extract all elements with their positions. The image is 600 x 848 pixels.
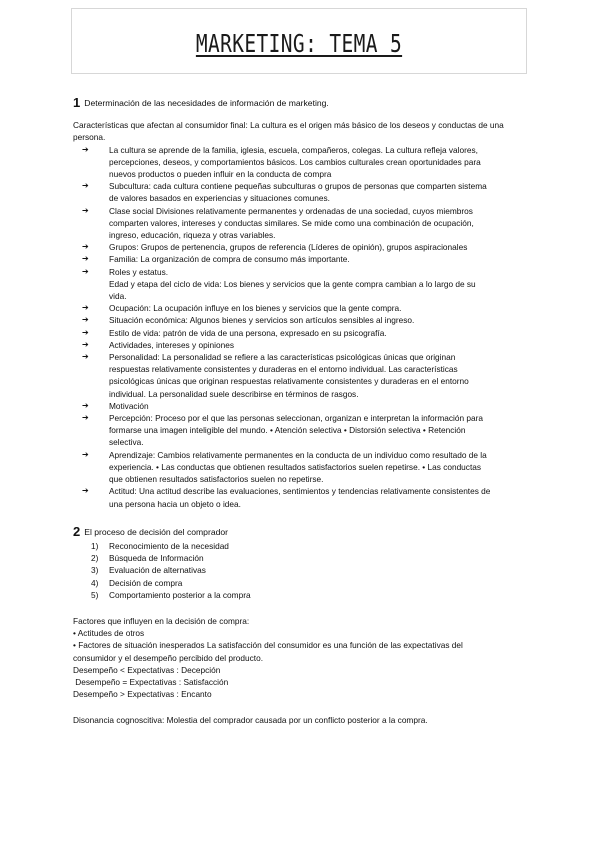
factors-line: Factores que influyen en la decisión de compra:: [73, 615, 250, 626]
section-1-number: 1: [73, 95, 81, 110]
list-item-line: Ocupación: La ocupación influye en los bienes y servicios que la gente compra.: [109, 303, 402, 314]
list-item-line: experiencia. • Las conductas que obtienen resultados satisfactorios suelen repetirse. • Las conductas: [109, 461, 482, 472]
list-item: [82, 412, 533, 449]
arrow-right-icon: ➔: [82, 181, 89, 191]
list-item: [82, 302, 533, 314]
list-item: [82, 144, 533, 181]
arrow-right-icon: ➔: [82, 400, 89, 410]
arrow-right-icon: ➔: [82, 413, 89, 423]
arrow-right-icon: ➔: [82, 327, 89, 337]
arrow-right-icon: ➔: [82, 352, 89, 362]
list-item-line: Actitud: Una actitud describe las evaluaciones, sentimientos y tendencias relativamente consistentes de: [109, 486, 491, 497]
section-2-title: El proceso de decisión del comprador: [84, 526, 229, 537]
factors-line: • Actitudes de otros: [73, 628, 145, 639]
step-text: Evaluación de alternativas: [109, 565, 206, 576]
list-item: [82, 205, 533, 242]
list-item: [82, 449, 533, 486]
list-item-line: Aprendizaje: Cambios relativamente permanentes en la conducta de un individuo como resultado de la: [109, 449, 487, 460]
list-item: [82, 241, 533, 253]
document-body: [73, 97, 533, 727]
list-item-line: Subcultura: cada cultura contiene pequeñas subculturas o grupos de personas que comparten sistema: [109, 181, 487, 192]
step-text: Reconocimiento de la necesidad: [109, 540, 229, 551]
list-item-line: Roles y estatus.: [109, 266, 169, 277]
section-1-intro: Características que afectan al consumidor final: La cultura es el origen más básico de los deseos y conductas de una persona.: [73, 120, 504, 143]
list-item-line: respuestas relativamente consistentes y duraderas en el entorno individual. Las características: [109, 364, 458, 375]
section-1-heading: [73, 97, 533, 109]
list-item-line: una persona hacia un objeto o idea.: [109, 498, 241, 509]
factors-block: [73, 615, 533, 700]
section-1-title: Determinación de las necesidades de información de marketing.: [84, 98, 329, 108]
list-item-line: Percepción: Proceso por el que las personas seleccionan, organizan e interpretan la información para: [109, 413, 484, 424]
arrow-right-icon: ➔: [82, 254, 89, 264]
step-number: 1): [91, 540, 99, 551]
arrow-right-icon: ➔: [82, 303, 89, 313]
list-item-line: Estilo de vida: patrón de vida de una persona, expresado en su psicografía.: [109, 327, 387, 338]
list-item-line: Grupos: Grupos de pertenencia, grupos de referencia (Líderes de opinión), grupos aspiracionales: [109, 242, 468, 253]
arrow-right-icon: ➔: [82, 266, 89, 276]
list-item-line: La cultura se aprende de la familia, iglesia, escuela, compañeros, colegas. La cultura refleja valores,: [109, 144, 478, 155]
list-item-line: selectiva.: [109, 437, 144, 448]
list-item: [82, 180, 533, 204]
list-item: [82, 339, 533, 351]
section-2-number: 2: [73, 523, 81, 539]
decision-steps-list: [73, 540, 533, 601]
list-item-line: Actividades, intereses y opiniones: [109, 339, 234, 350]
list-item-line: Clase social Divisiones relativamente permanentes y ordenadas de una sociedad, cuyos miembros: [109, 205, 473, 216]
step-item: [91, 589, 533, 601]
list-item-line: Personalidad: La personalidad se refiere a las características psicológicas únicas que originan: [109, 352, 456, 363]
arrow-right-icon: ➔: [82, 315, 89, 325]
arrow-right-icon: ➔: [82, 242, 89, 252]
list-item-line: que obtienen resultados satisfactorios suelen no repetirse.: [109, 474, 324, 485]
list-item-line: Edad y etapa del ciclo de vida: Los bienes y servicios que la gente compra cambian a lo largo de su: [109, 278, 476, 289]
step-item: [91, 552, 533, 564]
arrow-right-icon: ➔: [82, 486, 89, 496]
list-item-line: psicológicas únicas que originan respuestas relativamente consistentes y duraderas en el entorno: [109, 376, 469, 387]
arrow-right-icon: ➔: [82, 205, 89, 215]
list-item-line: Situación económica: Algunos bienes y servicios son artículos sensibles al ingreso.: [109, 315, 415, 326]
list-item: [82, 327, 533, 339]
arrow-right-icon: ➔: [82, 339, 89, 349]
factors-line: Desempeño = Expectativas : Satisfacción: [73, 676, 229, 687]
list-item: [82, 485, 533, 509]
list-item: [82, 266, 533, 303]
list-item-line: ingreso, educación, riqueza y otras variables.: [109, 230, 276, 241]
step-item: [91, 577, 533, 589]
step-text: Decisión de compra: [109, 577, 183, 588]
list-item-line: de valores basados en experiencias y situaciones comunes.: [109, 193, 330, 204]
list-item-line: Familia: La organización de compra de consumo más importante.: [109, 254, 350, 265]
list-item-line: formarse una imagen inteligible del mundo. • Atención selectiva • Distorsión selectiva • Retención: [109, 425, 466, 436]
disonancia-text: Disonancia cognoscitiva: Molestia del comprador causada por un conflicto posterior a la compra.: [73, 715, 428, 726]
list-item: [82, 314, 533, 326]
arrow-right-icon: ➔: [82, 449, 89, 459]
step-number: 4): [91, 577, 99, 588]
step-number: 2): [91, 553, 99, 564]
factors-line: • Factores de situación inesperados La satisfacción del consumidor es una función de las expectativas del: [73, 640, 463, 651]
title-box: [71, 8, 527, 74]
step-number: 5): [91, 589, 99, 600]
step-text: Búsqueda de Información: [109, 553, 204, 564]
list-item-line: percepciones, deseos, y comportamientos básicos. Los cambios culturales crean oportunidades para: [109, 156, 481, 167]
step-item: [91, 564, 533, 576]
page-title: MARKETING: TEMA 5: [195, 29, 403, 58]
list-item: [82, 351, 533, 400]
list-item-line: nuevos productos o pueden influir en la conducta de compra: [109, 169, 332, 180]
list-item-line: comparten valores, intereses y conductas similares. Se mide como una combinación de ocupación,: [109, 217, 474, 228]
arrow-right-icon: ➔: [82, 144, 89, 154]
step-number: 3): [91, 565, 99, 576]
factors-line: consumidor y el desempeño percibido del producto.: [73, 652, 264, 663]
characteristics-list: [73, 144, 533, 510]
step-item: [91, 540, 533, 552]
list-item: [82, 400, 533, 412]
step-text: Comportamiento posterior a la compra: [109, 589, 251, 600]
list-item-line: vida.: [109, 291, 127, 302]
list-item: [82, 253, 533, 265]
section-2-heading: [73, 523, 533, 539]
list-item-line: individual. La personalidad suele describirse en términos de rasgos.: [109, 388, 359, 399]
factors-line: Desempeño < Expectativas : Decepción: [73, 664, 221, 675]
factors-line: Desempeño > Expectativas : Encanto: [73, 689, 212, 700]
list-item-line: Motivación: [109, 400, 149, 411]
